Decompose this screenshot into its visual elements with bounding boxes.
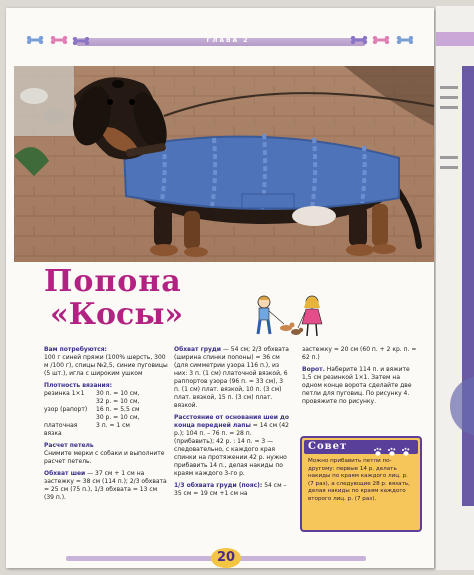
- tip-box: [300, 436, 422, 532]
- continued-text: застежку = 20 см (60 п. + 2 кр. п. = 62 п.): [302, 346, 417, 361]
- tip-text: Можно прибавить петли по-другому: первые 14 р. делать накиды по краям каждого лиц. р. (7 раз), а следующие 28 р. вязать, делая накиды по краям каждого второго лиц. р. (7 раз).: [308, 458, 410, 502]
- page-header: [6, 28, 434, 50]
- belt-text: 54 см – 35 см = 19 см +1 см на: [174, 482, 287, 497]
- density-row: платочная вязка 3 п. = 1 см: [44, 422, 130, 437]
- chest-heading: Обхват груди: [174, 346, 221, 353]
- pattern-title: [44, 266, 254, 342]
- belt-heading: 1/3 обхвата груди (пояс):: [174, 482, 263, 489]
- density-row: резинка 1×1 30 п. = 10 см,: [44, 390, 140, 397]
- collar-text: Наберите 114 п. и вяжите 1,5 см резинкой 1×1. Затем на одном конце ворота сделайте две петли для пуговиц. По рисунку 4. провяжите по рисунку.: [302, 366, 412, 405]
- title-line-2: «Косы»: [50, 297, 184, 332]
- column-3: [302, 346, 418, 406]
- density-heading: Плотность вязания:: [44, 382, 112, 389]
- page-footer: [6, 548, 434, 568]
- neck-heading: Обхват шеи: [44, 470, 86, 477]
- title-line-1: Попона: [44, 264, 182, 299]
- bone-icon: [72, 37, 90, 45]
- density-row: узор (рапорт) 16 п. = 5,5 см: [44, 406, 140, 413]
- materials-heading: Вам потребуются:: [44, 346, 107, 353]
- bone-icon: [350, 36, 368, 44]
- chest-text: — 54 см; 2/3 обхвата (ширина спинки попоны) = 36 см (для симметрии узора 116 п.), из них: 3 п. (1 см) платочной вязкой, 6 раппортов узора (96 п. = 33 см), 3 п. (1 см) плат. вязкой, 10 п. (3 см) плат. вязкой, 15 п. (3 см) плат. вязкой.: [174, 346, 289, 409]
- kids-with-dogs-illustration: [250, 294, 332, 340]
- bone-icon: [50, 36, 68, 44]
- distance-text: = 14 см (42 р.); 104 п. – 76 п. = 28 п. (прибавить); 42 р. : 14 п. = 3 — следовательно, с каждого края спинки на протяжении 42 р. нужно прибавить 14 п., делая накиды по краям каждого 3-го р.: [174, 422, 289, 477]
- chapter-label: ГЛАВА 2: [206, 37, 250, 44]
- adjacent-page-edge: [436, 6, 474, 570]
- distance-heading: Расстояние от основания шеи до конца передней лапы: [174, 414, 289, 429]
- collar-heading: Ворот.: [302, 366, 325, 373]
- column-1: [44, 346, 168, 502]
- dog-photo: [14, 66, 434, 262]
- calc-text: Снимите мерки с собаки и выполните расчет петель.: [44, 450, 165, 465]
- column-2: [174, 346, 290, 498]
- paw-print-icon: [372, 442, 416, 452]
- bone-icon: [26, 36, 44, 44]
- materials-text: 100 г синей пряжи (100% шерсть, 300 м /100 г), спицы №2,5, синие пуговицы (5 шт.), игла с широким ушком: [44, 354, 168, 377]
- density-row: 32 р. = 10 см,: [96, 398, 140, 405]
- bone-icon: [396, 36, 414, 44]
- bone-icon: [372, 36, 390, 44]
- neck-text: — 37 см + 1 см на застежку = 38 см (114 п.); 2/3 обхвата = 25 см (75 п.), 1/3 обхвата = 13 см (39 п.).: [44, 470, 167, 501]
- tip-title: Совет: [308, 441, 348, 452]
- magazine-page: [6, 8, 434, 568]
- density-row: 30 р. = 10 см,: [96, 414, 140, 421]
- page-number: 20: [211, 548, 241, 568]
- calc-heading: Расчет петель: [44, 442, 94, 449]
